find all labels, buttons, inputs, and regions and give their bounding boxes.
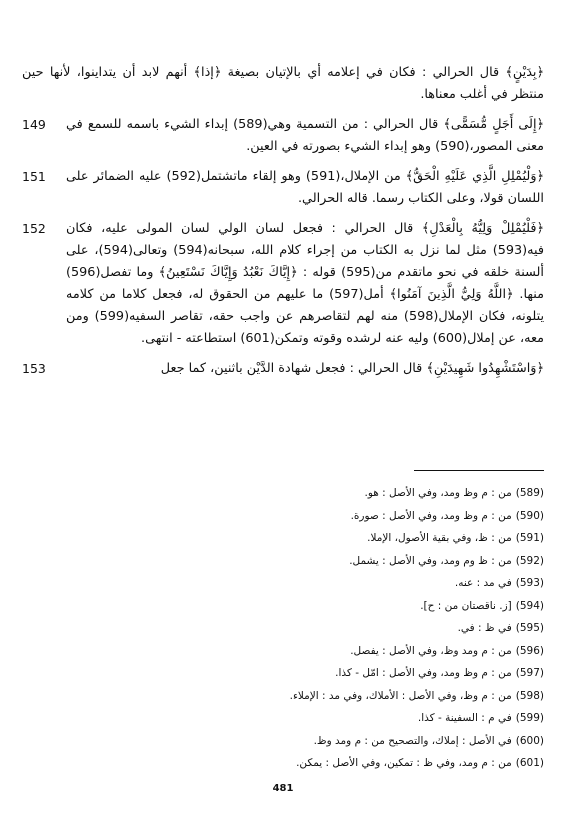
footnote bbox=[150, 730, 544, 753]
footnote-ref: (594) bbox=[515, 599, 544, 612]
footnote-ref: (593) bbox=[515, 577, 544, 589]
footnote bbox=[150, 617, 544, 640]
footnote-text: من : م وظ ومد، وفي الأصل : امّل - كذا. bbox=[335, 667, 512, 679]
footnotes-list bbox=[150, 482, 544, 775]
footnote-text: [ز. ناقصتان من : ح]. bbox=[420, 599, 512, 612]
paragraph-continuation bbox=[22, 62, 544, 106]
footnote-text: من : م وظ ومد، وفي الأصل : هو. bbox=[364, 487, 512, 499]
footnote-text: من : م ومد، وفي ظ : تمكين، وفي الأصل : يمكن. bbox=[296, 757, 512, 769]
footnote-text: من : م ومد وظ، وفي الأصل : يفصل. bbox=[350, 644, 512, 657]
footnote bbox=[150, 572, 544, 595]
verse-number: 151 bbox=[22, 169, 46, 184]
footnote-separator bbox=[414, 470, 544, 471]
footnote-ref: (601) bbox=[515, 757, 544, 769]
verse-number: 149 bbox=[22, 117, 46, 132]
footnote-ref: (590) bbox=[515, 509, 544, 522]
footnote-text: في الأصل : إملاك، والتصحيح من : م ومد وظ. bbox=[313, 734, 512, 747]
footnote-ref: (597) bbox=[515, 667, 544, 679]
footnote-text: من : م وظ ومد، وفي الأصل : صورة. bbox=[350, 509, 512, 522]
paragraph-149 bbox=[22, 114, 544, 158]
footnote-ref: (598) bbox=[515, 689, 544, 702]
footnote-text: من : ظ، وفي بقية الأصول، الإملا. bbox=[367, 532, 512, 544]
paragraph-152 bbox=[22, 218, 544, 350]
footnote-text: في ظ : في. bbox=[457, 622, 512, 634]
footnote bbox=[150, 752, 544, 775]
footnote bbox=[150, 685, 544, 708]
footnote-ref: (599) bbox=[515, 712, 544, 724]
footnote bbox=[150, 527, 544, 550]
paragraph-text: ﴿بِدَيْنٍ﴾ قال الحرالي : فكان في إعلامه أي بالإتيان بصيغة ﴿إذا﴾ أنهم لابد أن يتداينوا، لأنها حين منتظر في أغلب معناها. bbox=[22, 65, 544, 102]
footnote-text: في م : السفينة - كذا. bbox=[417, 712, 512, 724]
verse-number: 153 bbox=[22, 361, 46, 376]
paragraph-text: ﴿إِلَى أَجَلٍ مُّسَمًّى﴾ قال الحرالي : من التسمية وهي(589) إبداء الشيء باسمه للسمع في معنى المصور،(590) وهو إبداء الشيء بصورته في العين. bbox=[66, 117, 545, 154]
footnote-ref: (596) bbox=[515, 644, 544, 657]
paragraph-text: ﴿فَلْيُمْلِلْ وَلِيُّهُ بِالْعَدْلِ﴾ قال الحرالي : فجعل لسان الولي لسان المولى عليه، فكان فيه(593) مثل لما نزل به الكتاب من إجراء كلام الله، سبحانه(594) وتعالى(594)، على ألسنة خلقه في نحو ماتقدم من(595) قوله : ﴿إِيَّاكَ نَعْبُدُ وَإِيَّاكَ نَسْتَعِينُ﴾ وما تفصل(596) منها. ﴿اللَّهُ وَلِيُّ الَّذِينَ آمَنُوا﴾ أمل(597) ما عليهم من الحقوق له، فجعل كلاما من كلامه يتلونه، فكان الإملال(598) منه لهم لتقاصرهم عن واجب حقه، تقاصر السفيه(599) ومن معه، عن إملال(600) وليه عنه لرشده وقوته وتمكن(601) استطاعته - انتهى. bbox=[66, 221, 545, 346]
footnote bbox=[150, 662, 544, 685]
footnote bbox=[150, 595, 544, 618]
footnote-ref: (600) bbox=[515, 734, 544, 747]
footnote bbox=[150, 482, 544, 505]
verse-number: 152 bbox=[22, 221, 46, 236]
footnote bbox=[150, 707, 544, 730]
footnote-text: من : م وظ، وفي الأصل : الأملاك، وفي مد : الإملاء. bbox=[289, 689, 512, 702]
paragraph-151 bbox=[22, 166, 544, 210]
footnote bbox=[150, 640, 544, 663]
footnote-ref: (595) bbox=[515, 622, 544, 634]
footnote-ref: (591) bbox=[515, 532, 544, 544]
footnote-ref: (589) bbox=[515, 487, 544, 499]
main-text bbox=[22, 62, 544, 388]
paragraph-text: ﴿وَلْيُمْلِلِ الَّذِي عَلَيْهِ الْحَقُّ﴾ من الإملال،(591) وهو إلقاء ماتشتمل(592) عليه الضمائر على اللسان قولا، وعلى الكتاب رسما. قاله الحرالي. bbox=[66, 169, 544, 206]
footnote-text: في مد : عنه. bbox=[454, 577, 512, 589]
footnote bbox=[150, 505, 544, 528]
paragraph-text: ﴿وَاسْتَشْهِدُوا شَهِيدَيْنِ﴾ قال الحرالي : فجعل شهادة الدَّيْن باثنين، كما جعل bbox=[160, 361, 544, 376]
page-number: 481 bbox=[272, 783, 294, 794]
paragraph-153 bbox=[22, 358, 544, 380]
footnote-ref: (592) bbox=[515, 554, 544, 567]
footnote bbox=[150, 550, 544, 573]
footnote-text: من : ظ وم ومد، وفي الأصل : يشمل. bbox=[349, 554, 512, 567]
